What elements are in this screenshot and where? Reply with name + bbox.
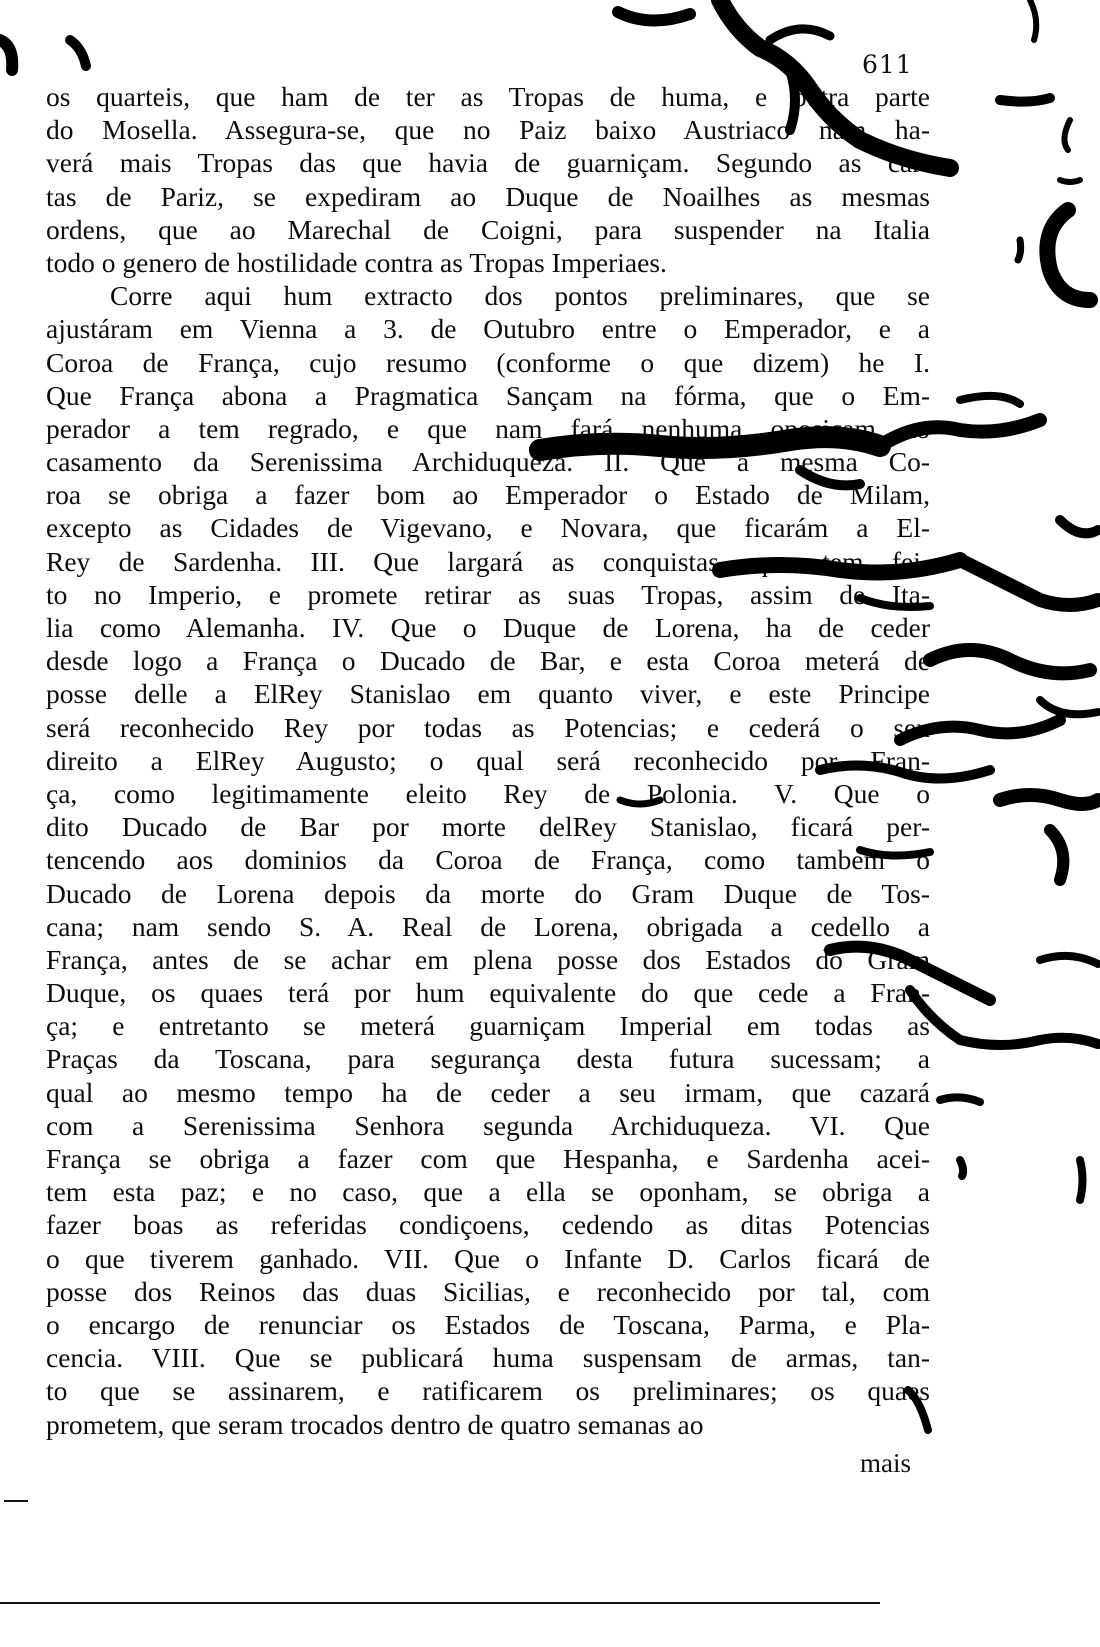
text-line: ajustáram em Vienna a 3. de Outubro entre o Emperador, e a bbox=[46, 313, 930, 345]
text-line: do Mosella. Assegura-se, que no Paiz baixo Austriaco nam ha- bbox=[46, 114, 930, 146]
text-line: tem esta paz; e no caso, que a ella se oponham, se obriga a bbox=[46, 1176, 930, 1208]
text-line: direito a ElRey Augusto; o qual será reconhecido por Fran- bbox=[46, 744, 930, 776]
text-line: ordens, que ao Marechal de Coigni, para suspender na Italia bbox=[46, 213, 930, 245]
text-line: todo o genero de hostilidade contra as Tropas Imperiaes. bbox=[46, 246, 667, 278]
text-line: cencia. VIII. Que se publicará huma suspensam de armas, tan- bbox=[46, 1342, 930, 1374]
text-line: será reconhecido Rey por todas as Potencias; e cederá o seu bbox=[46, 711, 930, 743]
text-line: Rey de Sardenha. III. Que largará as conquistas, que tem fei- bbox=[46, 545, 930, 577]
text-line: qual ao mesmo tempo ha de ceder a seu irmam, que cazará bbox=[46, 1076, 930, 1108]
text-line: Ducado de Lorena depois da morte do Gram Duque de Tos- bbox=[46, 877, 930, 909]
text-line: o que tiverem ganhado. VII. Que o Infante D. Carlos ficará de bbox=[46, 1242, 930, 1274]
text-line: tencendo aos dominios da Coroa de França, como tambem o bbox=[46, 844, 930, 876]
text-line: Coroa de França, cujo resumo (conforme o que dizem) he I. bbox=[46, 346, 930, 378]
text-line: roa se obriga a fazer bom ao Emperador o Estado de Milam, bbox=[46, 479, 930, 511]
text-line: to no Imperio, e promete retirar as suas Tropas, assim de Ita- bbox=[46, 578, 930, 610]
text-line: cana; nam sendo S. A. Real de Lorena, obrigada a cedello a bbox=[46, 910, 930, 942]
text-line: os quarteis, que ham de ter as Tropas de huma, e outra parte bbox=[46, 81, 930, 112]
bottom-rule bbox=[0, 1602, 880, 1604]
text-line: Duque, os quaes terá por hum equivalente do que cede a Fran- bbox=[46, 977, 930, 1009]
text-line: perador a tem regrado, e que nam fará nenhuma oposiçam ao bbox=[46, 412, 930, 444]
catchword: mais bbox=[860, 1448, 911, 1478]
text-line: posse dos Reinos das duas Sicilias, e reconhecido por tal, com bbox=[46, 1275, 930, 1307]
text-line: verá mais Tropas das que havia de guarniçam. Segundo as car- bbox=[46, 147, 930, 179]
text-line: posse delle a ElRey Stanislao em quanto viver, e este Principe bbox=[46, 678, 930, 710]
text-line: prometem, que seram trocados dentro de quatro semanas ao bbox=[46, 1408, 704, 1440]
text-line: lia como Alemanha. IV. Que o Duque de Lorena, ha de ceder bbox=[46, 612, 930, 643]
text-line: excepto as Cidades de Vigevano, e Novara, que ficarám a El- bbox=[46, 512, 930, 544]
text-line: to que se assinarem, e ratificarem os preliminares; os quaes bbox=[46, 1375, 930, 1407]
margin-mark bbox=[4, 1500, 28, 1502]
text-line: ça; e entretanto se meterá guarniçam Imperial em todas as bbox=[46, 1010, 930, 1042]
paragraph-start-line: Corre aqui hum extracto dos pontos preliminares, que se bbox=[110, 280, 930, 312]
text-line: o encargo de renunciar os Estados de Toscana, Parma, e Pla- bbox=[46, 1308, 930, 1340]
text-line: França se obriga a fazer com que Hespanha, e Sardenha acei- bbox=[46, 1143, 930, 1174]
text-line: tas de Pariz, se expediram ao Duque de Noailhes as mesmas bbox=[46, 180, 930, 212]
text-line: desde logo a França o Ducado de Bar, e esta Coroa meterá de bbox=[46, 645, 930, 677]
page-number: 611 bbox=[862, 50, 913, 79]
text-line: Que França abona a Pragmatica Sançam na fórma, que o Em- bbox=[46, 379, 930, 411]
text-line: com a Serenissima Senhora segunda Archiduqueza. VI. Que bbox=[46, 1109, 930, 1141]
text-line: fazer boas as referidas condiçoens, cedendo as ditas Potencias bbox=[46, 1209, 930, 1241]
body-text bbox=[46, 80, 930, 1441]
text-line: ça, como legitimamente eleito Rey de Polonia. V. Que o bbox=[46, 777, 930, 809]
text-line: França, antes de se achar em plena posse dos Estados do Gram bbox=[46, 943, 930, 975]
text-line: dito Ducado de Bar por morte delRey Stanislao, ficará per- bbox=[46, 811, 930, 843]
text-line: casamento da Serenissima Archiduqueza. II. Que a mesma Co- bbox=[46, 446, 930, 478]
text-line: Praças da Toscana, para segurança desta futura sucessam; a bbox=[46, 1043, 930, 1075]
